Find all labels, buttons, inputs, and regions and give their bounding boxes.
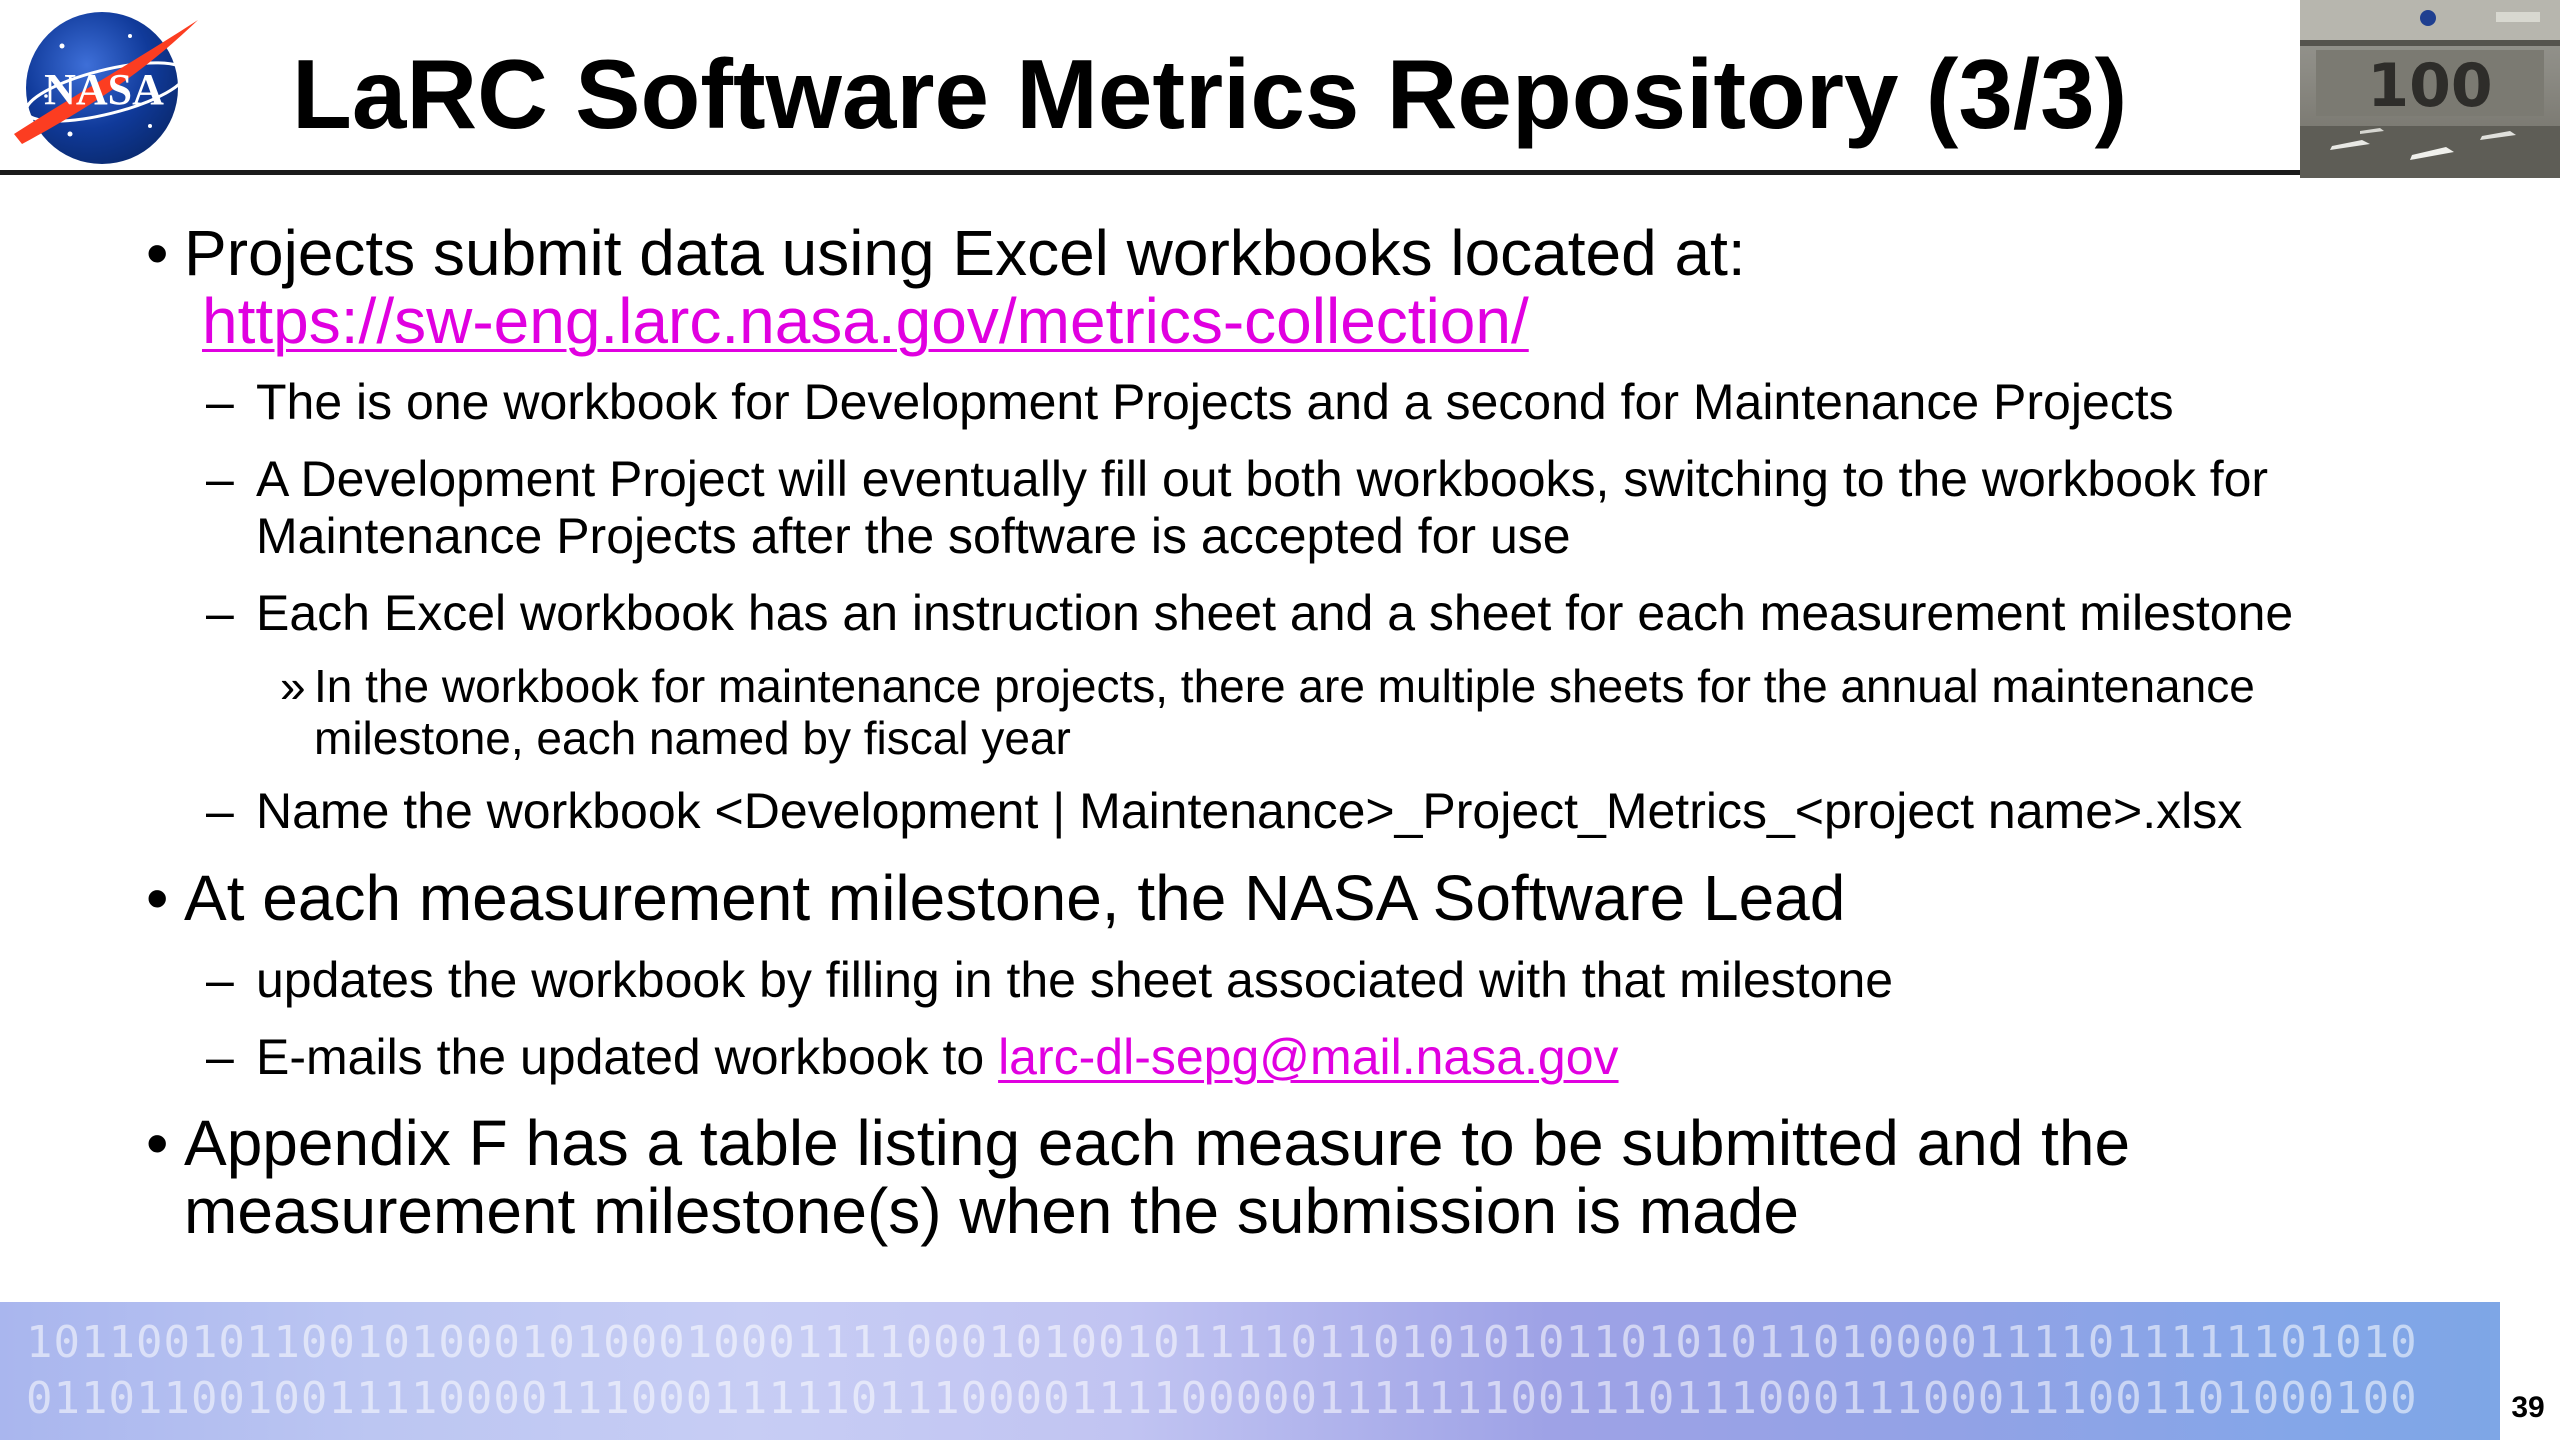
sub-sub-bullet-text: In the workbook for maintenance projects, there are multiple sheets for the annual maintenance — [314, 660, 2255, 712]
bullet-text: Appendix F has a table listing each measure to be submitted and the — [184, 1107, 2131, 1179]
bullet-marker: • — [146, 1107, 169, 1179]
sub-bullet-line — [256, 1029, 1619, 1085]
sub-bullet-text: updates the workbook by filling in the sheet associated with that milestone — [256, 952, 1894, 1008]
nasa-logo-text: NASA — [44, 65, 164, 114]
title-underline-rule — [0, 170, 2300, 175]
sub-bullet-marker: – — [206, 952, 234, 1008]
sub-bullet-text: Name the workbook <Development | Maintenance>_Project_Metrics_<project name>.xlsx — [256, 783, 2243, 839]
binary-pattern-row: 101100101100101000101000100011110001010010111101101010101101010110100001111011111101010 — [26, 1317, 2418, 1368]
metrics-collection-link-text[interactable]: https://sw-eng.larc.nasa.gov/metrics-collection/ — [202, 285, 1529, 357]
bullet-text: Projects submit data using Excel workbooks located at: — [184, 217, 1746, 289]
bullet-marker: • — [146, 862, 169, 934]
bullet-marker: • — [146, 217, 169, 289]
hangar-photo-text: 100 — [2367, 51, 2493, 121]
sub-bullet-marker: – — [206, 451, 234, 507]
slide-title: LaRC Software Metrics Repository (3/3) — [292, 39, 2128, 149]
hangar-photo-image — [2300, 0, 2560, 178]
sub-bullet-text: A Development Project will eventually fill out both workbooks, switching to the workbook for — [256, 451, 2269, 507]
bullet-text: At each measurement milestone, the NASA Software Lead — [184, 862, 1846, 934]
sub-sub-bullet-marker: » — [280, 660, 306, 712]
sub-bullet-marker: – — [206, 585, 234, 641]
footer-binary-band — [0, 1302, 2500, 1440]
sub-bullet-text: Each Excel workbook has an instruction sheet and a sheet for each measurement milestone — [256, 585, 2294, 641]
metrics-collection-link[interactable] — [202, 287, 1529, 356]
sub-sub-bullet-text: milestone, each named by fiscal year — [314, 712, 1071, 764]
sub-bullet-marker: – — [206, 1029, 234, 1085]
sepg-email-link[interactable]: larc-dl-sepg@mail.nasa.gov — [998, 1029, 1619, 1085]
sub-bullet-text: The is one workbook for Development Projects and a second for Maintenance Projects — [256, 374, 2174, 430]
nasa-logo-icon — [10, 6, 200, 166]
sub-bullet-text: E-mails the updated workbook to — [256, 1029, 999, 1085]
sub-bullet-text: Maintenance Projects after the software is accepted for use — [256, 508, 1571, 564]
sub-bullet-marker: – — [206, 374, 234, 430]
binary-pattern-row: 011011001001111000011100011111011100001111000001111111001110111000111000111001101000100 — [26, 1373, 2418, 1424]
bullet-text: measurement milestone(s) when the submission is made — [184, 1175, 1799, 1247]
sub-bullet-marker: – — [206, 783, 234, 839]
page-number: 39 — [2511, 1391, 2545, 1424]
